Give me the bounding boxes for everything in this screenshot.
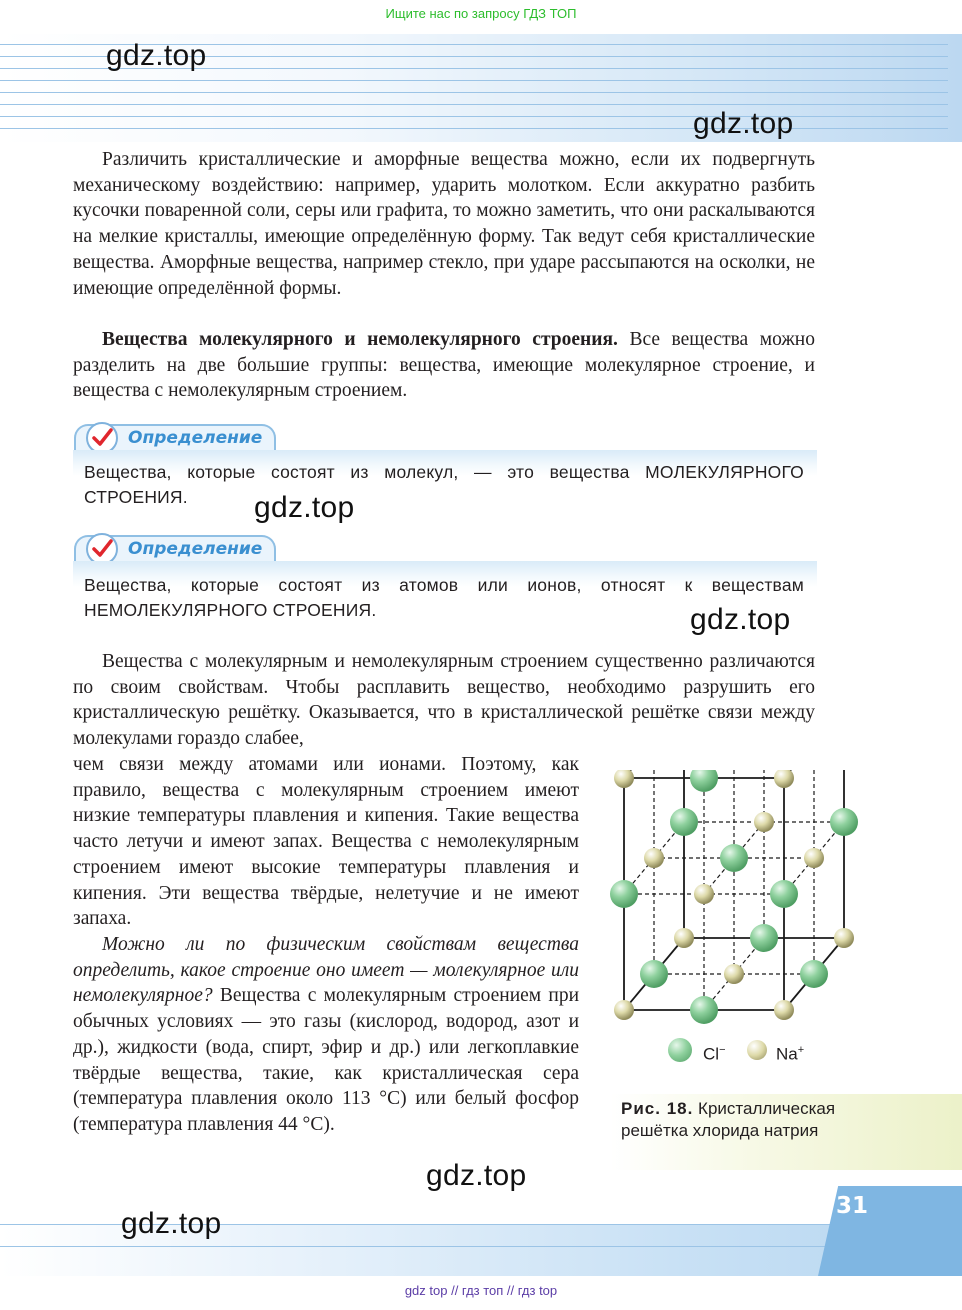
sodium-ion xyxy=(754,812,774,832)
chloride-ion xyxy=(770,880,798,908)
definition-label: Определение xyxy=(128,539,263,559)
chloride-ion xyxy=(690,770,718,792)
figure-caption xyxy=(621,1098,861,1141)
chloride-ion xyxy=(670,808,698,836)
paragraph-groups xyxy=(73,327,815,404)
watermark: gdz.top xyxy=(693,107,794,140)
bottom-banner[interactable]: gdz top // гдз топ // гдз top xyxy=(404,1283,558,1298)
paragraph-properties-text: Вещества с молекулярным и немолекулярным строением существенно различаются по своим свойствам. Чтобы расплавить вещество, необходимо разрушить его кристаллическую решётку. Оказывается, что в кристаллической решётке связи между молекулами гораздо слабее, xyxy=(73,651,815,750)
sodium-ion xyxy=(614,770,634,788)
sodium-ion xyxy=(724,964,744,984)
section-heading: Вещества молекулярного и немолекулярного строения. xyxy=(102,329,618,350)
chloride-ion xyxy=(610,880,638,908)
nacl-crystal-lattice xyxy=(600,770,870,1100)
sodium-ion xyxy=(614,1000,634,1020)
definition-nonmolecular: Вещества, которые состоят из атомов или ионов, относят к веществам НЕМОЛЕКУЛЯРНОГО СТРОЕНИЯ. xyxy=(84,575,804,620)
paragraph-question xyxy=(73,932,579,1138)
definition-label: Определение xyxy=(128,428,263,448)
sodium-ion-icon xyxy=(747,1040,767,1060)
question-text: Можно ли по физическим свойствам вещества определить, какое строение оно имеет — молекулярное или немолекулярное? xyxy=(73,934,579,1007)
definition-tab xyxy=(74,424,276,452)
sodium-ion xyxy=(804,848,824,868)
paragraph-intro xyxy=(73,147,815,301)
legend-sodium-label: Na xyxy=(776,1044,798,1064)
sodium-ion xyxy=(674,928,694,948)
top-banner[interactable]: Ищите нас по запросу ГДЗ ТОП xyxy=(385,6,577,21)
paragraph-groups-text: Все вещества можно разделить на две большие группы: вещества, имеющие молекулярное строение, и вещества с немолекулярным строением. xyxy=(73,329,815,402)
chloride-ion xyxy=(830,808,858,836)
watermark: gdz.top xyxy=(690,603,791,636)
sodium-ion xyxy=(774,770,794,788)
legend-chloride-charge: − xyxy=(719,1044,726,1056)
chloride-ion xyxy=(690,996,718,1024)
chloride-ion xyxy=(750,924,778,952)
legend-chloride-label: Cl xyxy=(703,1044,720,1064)
watermark: gdz.top xyxy=(121,1207,222,1240)
sodium-ion xyxy=(644,848,664,868)
paragraph-intro-text: Различить кристаллические и аморфные вещества можно, если их подвергнуть механическому воздействию: например, ударить молотком. Если аккуратно разбить кусочки поваренной соли, серы или графита, то можно заметить, что они раскалываются на мелкие кристаллы, имеющие определённую форму. Так ведут себя кристаллические вещества. Аморфные вещества, например стекло, при ударе рассыпаются на осколки, не имеющие определённой формы. xyxy=(73,149,815,299)
watermark: gdz.top xyxy=(106,39,207,72)
chloride-ion-icon xyxy=(668,1038,692,1062)
paragraph-question-text: Вещества с молекулярным строением при обычных условиях — это газы (кислород, водород, азот и др.), жидкости (вода, спирт, эфир и др.) или легкоплавкие твёрдые вещества, такие, как кристаллическая сера (температура плавления около 113 °C) или белый фосфор (температура плавления 44 °C). xyxy=(73,985,579,1135)
definition-tab xyxy=(74,535,276,563)
sodium-ion xyxy=(774,1000,794,1020)
chloride-ion xyxy=(640,960,668,988)
paragraph-properties xyxy=(73,649,815,752)
chloride-ion xyxy=(800,960,828,988)
sodium-ion xyxy=(834,928,854,948)
legend-sodium-charge: + xyxy=(797,1044,805,1056)
figure-caption-text: Кристаллическая решётка хлорида натрия xyxy=(621,1099,836,1140)
paragraph-properties-cont: чем связи между атомами или ионами. Поэтому, как правило, вещества с молекулярным строением имеют низкие температуры плавления и кипения. Такие вещества часто летучи и имеют запах. Вещества с немолекулярным строением имеют высокие температуры плавления и кипения. Эти вещества твёрдые, нелетучие и не имеют запаха. xyxy=(73,754,579,930)
page-number: 31 xyxy=(836,1193,869,1219)
chloride-ion xyxy=(720,844,748,872)
watermark: gdz.top xyxy=(254,491,355,524)
watermark: gdz.top xyxy=(426,1159,527,1192)
sodium-ion xyxy=(694,884,714,904)
definition-molecular: Вещества, которые состоят из молекул, — это вещества МОЛЕКУЛЯРНОГО СТРОЕНИЯ. xyxy=(84,462,804,507)
figure-number: Рис. 18. xyxy=(621,1099,694,1118)
